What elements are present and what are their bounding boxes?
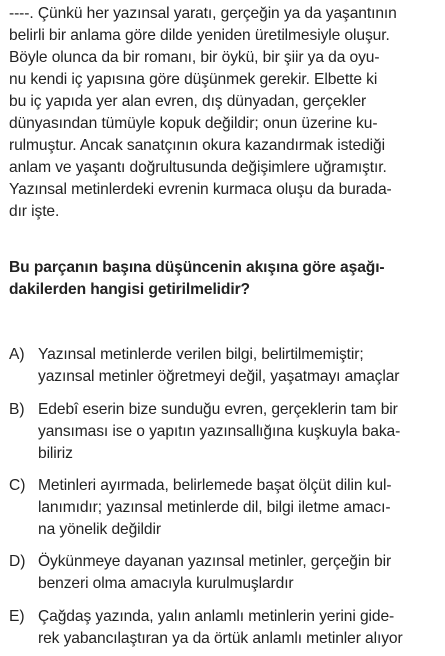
option-text-line: Edebî eserin bize sunduğu evren, gerçeklerin tam bir [38,401,398,418]
option-text-line: rek yabancılaştıran ya da örtük anlamlı metinler alıyor [38,630,403,647]
passage-line: belirli bir anlama göre dilde yeniden üretilmesiyle oluşur. [9,27,390,44]
option-text-line: biliriz [38,445,73,462]
option-text-line: benzeri olma amacıyla kurulmuşlardır [38,575,294,592]
passage-line: dünyasından tümüyle kopuk değildir; onun üzerine ku- [9,115,378,132]
passage-line: dır işte. [9,203,60,220]
option-letter: E) [9,608,25,625]
passage-line: nu kendi iç yapısına göre düşünmek gerekir. Elbette ki [9,71,378,88]
passage-line: ----. Çünkü her yazınsal yaratı, gerçeğin ya da yaşantının [9,5,397,22]
passage-line: Yazınsal metinlerdeki evrenin kurmaca oluşu da burada- [9,181,392,198]
passage-line: rulmuştur. Ancak sanatçının okura kazandırmak istediği [9,137,385,154]
option-text-line: na yönelik değildir [38,521,161,538]
option-letter: B) [9,401,25,418]
option-text-line: Öykünmeye dayanan yazınsal metinler, gerçeğin bir [38,553,392,570]
option-text-line: yazınsal metinler öğretmeyi değil, yaşatmayı amaçlar [38,368,400,385]
option-text-line: Metinleri ayırmada, belirlemede başat ölçüt dilin kul- [38,477,392,494]
option-text-line: lanımıdır; yazınsal metinlerde dil, bilgi iletme amacı- [38,499,391,516]
question-line: dakilerden hangisi getirilmelidir? [9,281,250,298]
option-letter: A) [9,346,25,363]
option-text-line: Yazınsal metinlerde verilen bilgi, belirtilmemiştir; [38,346,364,363]
option-letter: C) [9,477,26,494]
option-letter: D) [9,553,26,570]
passage-line: anlam ve yaşantı doğrultusunda değişimlere uğramıştır. [9,159,387,176]
passage-line: Böyle olunca da bir romanı, bir öykü, bir şiir ya da oyu- [9,49,380,66]
question-line: Bu parçanın başına düşüncenin akışına göre aşağı- [9,259,385,276]
option-text-line: yansıması ise o yapıtın yazınsallığına kuşkuyla baka- [38,423,401,440]
option-text-line: Çağdaş yazında, yalın anlamlı metinlerin yerini gide- [38,608,395,625]
passage-line: bu iç yapıda yer alan evren, dış dünyadan, gerçekler [9,93,367,110]
